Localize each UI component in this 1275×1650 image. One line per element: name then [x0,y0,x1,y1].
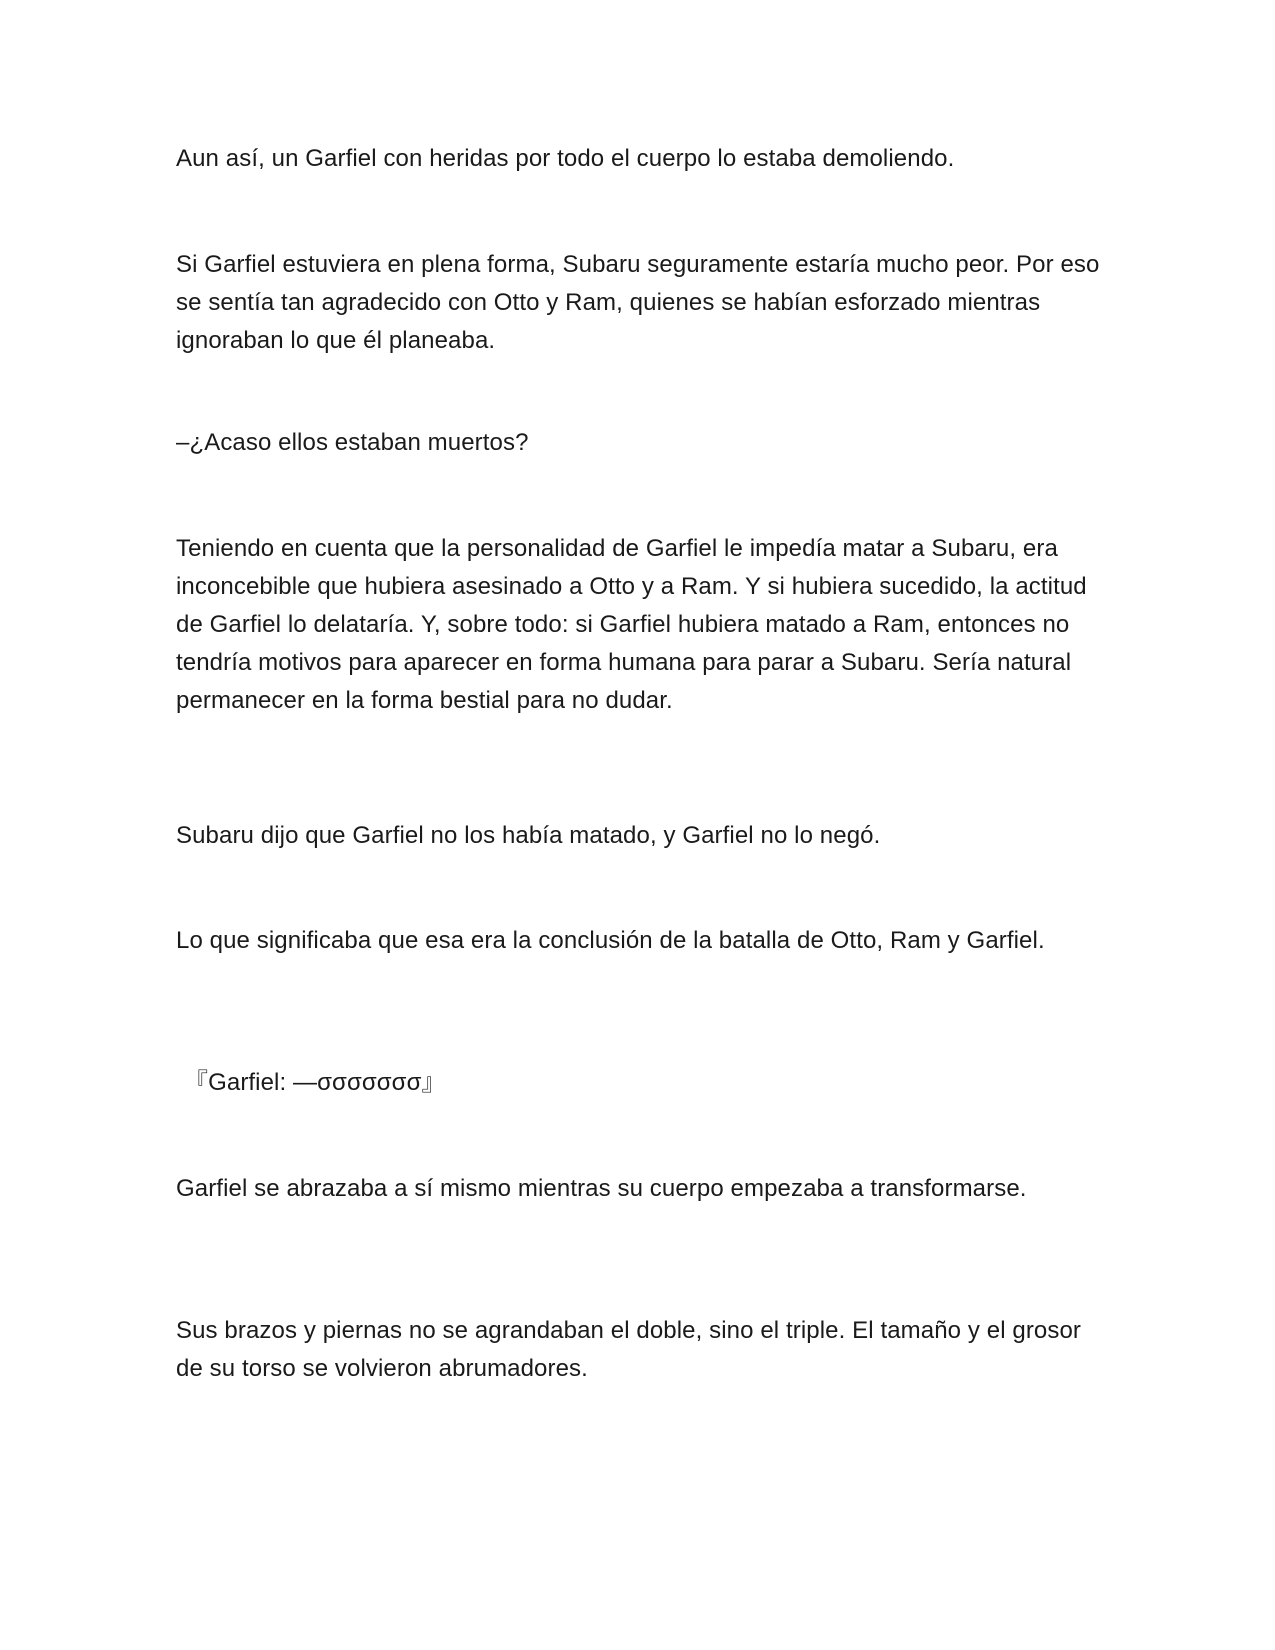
paragraph-6: Lo que significaba que esa era la conclusión de la batalla de Otto, Ram y Garfiel. [176,927,1045,954]
paragraph-1: Aun así, un Garfiel con heridas por todo el cuerpo lo estaba demoliendo. [176,145,955,172]
dialogue-quote: 『Garfiel: —σσσσσσσ』 [184,1069,446,1096]
paragraph-2: Si Garfiel estuviera en plena forma, Subaru seguramente estaría mucho peor. Por eso se sentía tan agradecido con Otto y Ram, quienes se habían esforzado mientras ignoraban lo que él planeaba. [176,251,1100,354]
paragraph-4: Teniendo en cuenta que la personalidad de Garfiel le impedía matar a Subaru, era inconcebible que hubiera asesinado a Otto y a Ram. Y si hubiera sucedido, la actitud de Garfiel lo delataría. Y, sobre todo: si Garfiel hubiera matado a Ram, entonces no tendría motivos para aparecer en forma humana para parar a Subaru. Sería natural permanecer en la forma bestial para no dudar. [176,535,1087,714]
paragraph-5: Subaru dijo que Garfiel no los había matado, y Garfiel no lo negó. [176,822,881,849]
paragraph-8: Sus brazos y piernas no se agrandaban el doble, sino el triple. El tamaño y el grosor de su torso se volvieron abrumadores. [176,1317,1082,1382]
paragraph-7: Garfiel se abrazaba a sí mismo mientras su cuerpo empezaba a transformarse. [176,1175,1027,1202]
paragraph-3: –¿Acaso ellos estaban muertos? [176,429,529,456]
